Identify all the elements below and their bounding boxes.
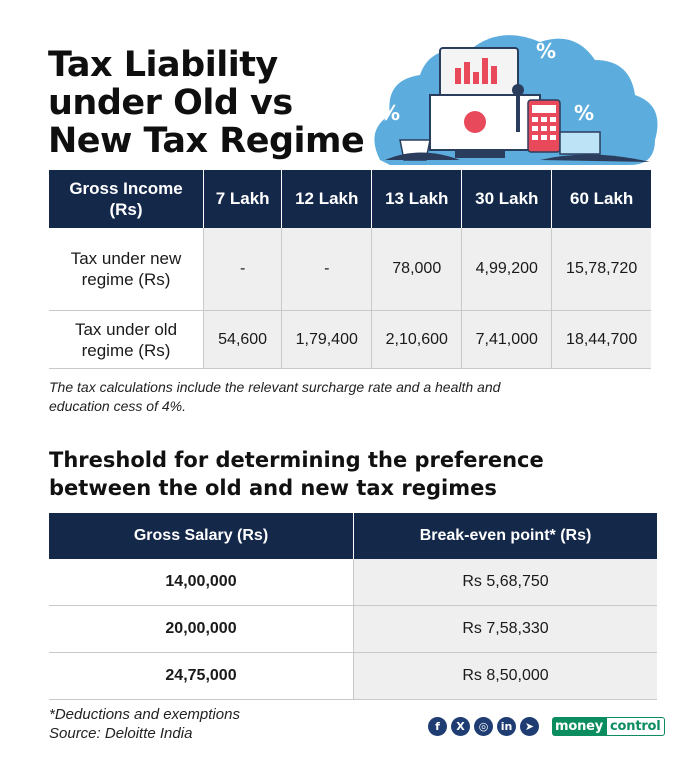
break-even-cell: Rs 5,68,750	[354, 559, 658, 606]
calculation-note: The tax calculations include the relevant surcharge rate and a health and education cess of 4%.	[49, 379, 501, 414]
gross-salary-cell: 24,75,000	[49, 653, 354, 700]
table-cell: 1,79,400	[282, 311, 372, 369]
logo-part-control: control	[606, 717, 665, 736]
footnote	[49, 705, 240, 743]
tax-liability-table	[49, 170, 651, 369]
table-cell: -	[204, 228, 282, 311]
title-line-3: New Tax Regime	[48, 121, 365, 161]
logo-part-money: money	[552, 717, 606, 736]
title-line-2: under Old vs	[48, 83, 293, 123]
tax-illustration-icon	[360, 20, 670, 170]
table-cell: 54,600	[204, 311, 282, 369]
svg-text:%: %	[574, 101, 595, 125]
table-row	[49, 228, 651, 311]
table-cell: 7,41,000	[462, 311, 552, 369]
column-header: 60 Lakh	[552, 170, 651, 228]
moneycontrol-logo	[552, 716, 665, 737]
footnote-deductions: *Deductions and exemptions	[49, 706, 240, 723]
svg-text:%: %	[536, 39, 557, 63]
row-label-new-regime: Tax under new regime (Rs)	[49, 228, 204, 311]
gross-salary-cell: 14,00,000	[49, 559, 354, 606]
footnote-source: Source: Deloitte India	[49, 725, 193, 742]
social-icons	[428, 717, 539, 736]
column-header-gross-income: Gross Income (Rs)	[49, 170, 204, 228]
svg-text:%: %	[380, 101, 401, 125]
table-cell: -	[282, 228, 372, 311]
break-even-table	[49, 513, 657, 700]
table-row	[49, 311, 651, 369]
table-cell: 18,44,700	[552, 311, 651, 369]
break-even-cell: Rs 7,58,330	[354, 606, 658, 653]
instagram-icon[interactable]: ◎	[474, 717, 493, 736]
x-icon[interactable]: X	[451, 717, 470, 736]
column-header-gross-salary: Gross Salary (Rs)	[49, 513, 354, 559]
table-row	[49, 606, 657, 653]
table-header-row	[49, 170, 651, 228]
page-title	[48, 46, 364, 160]
column-header-break-even: Break-even point* (Rs)	[354, 513, 658, 559]
table-header-row	[49, 513, 657, 559]
title-line-1: Tax Liability	[48, 45, 278, 85]
gross-salary-cell: 20,00,000	[49, 606, 354, 653]
linkedin-icon[interactable]: in	[497, 717, 516, 736]
table-row	[49, 653, 657, 700]
table-cell: 4,99,200	[462, 228, 552, 311]
row-label-old-regime: Tax under old regime (Rs)	[49, 311, 204, 369]
table-cell: 2,10,600	[372, 311, 462, 369]
table-cell: 15,78,720	[552, 228, 651, 311]
section-title: Threshold for determining the preference between the old and new tax regimes	[49, 448, 544, 500]
column-header: 30 Lakh	[462, 170, 552, 228]
telegram-icon[interactable]: ➤	[520, 717, 539, 736]
facebook-icon[interactable]: f	[428, 717, 447, 736]
column-header: 12 Lakh	[282, 170, 372, 228]
break-even-cell: Rs 8,50,000	[354, 653, 658, 700]
table-cell: 78,000	[372, 228, 462, 311]
column-header: 13 Lakh	[372, 170, 462, 228]
column-header: 7 Lakh	[204, 170, 282, 228]
table-row	[49, 559, 657, 606]
